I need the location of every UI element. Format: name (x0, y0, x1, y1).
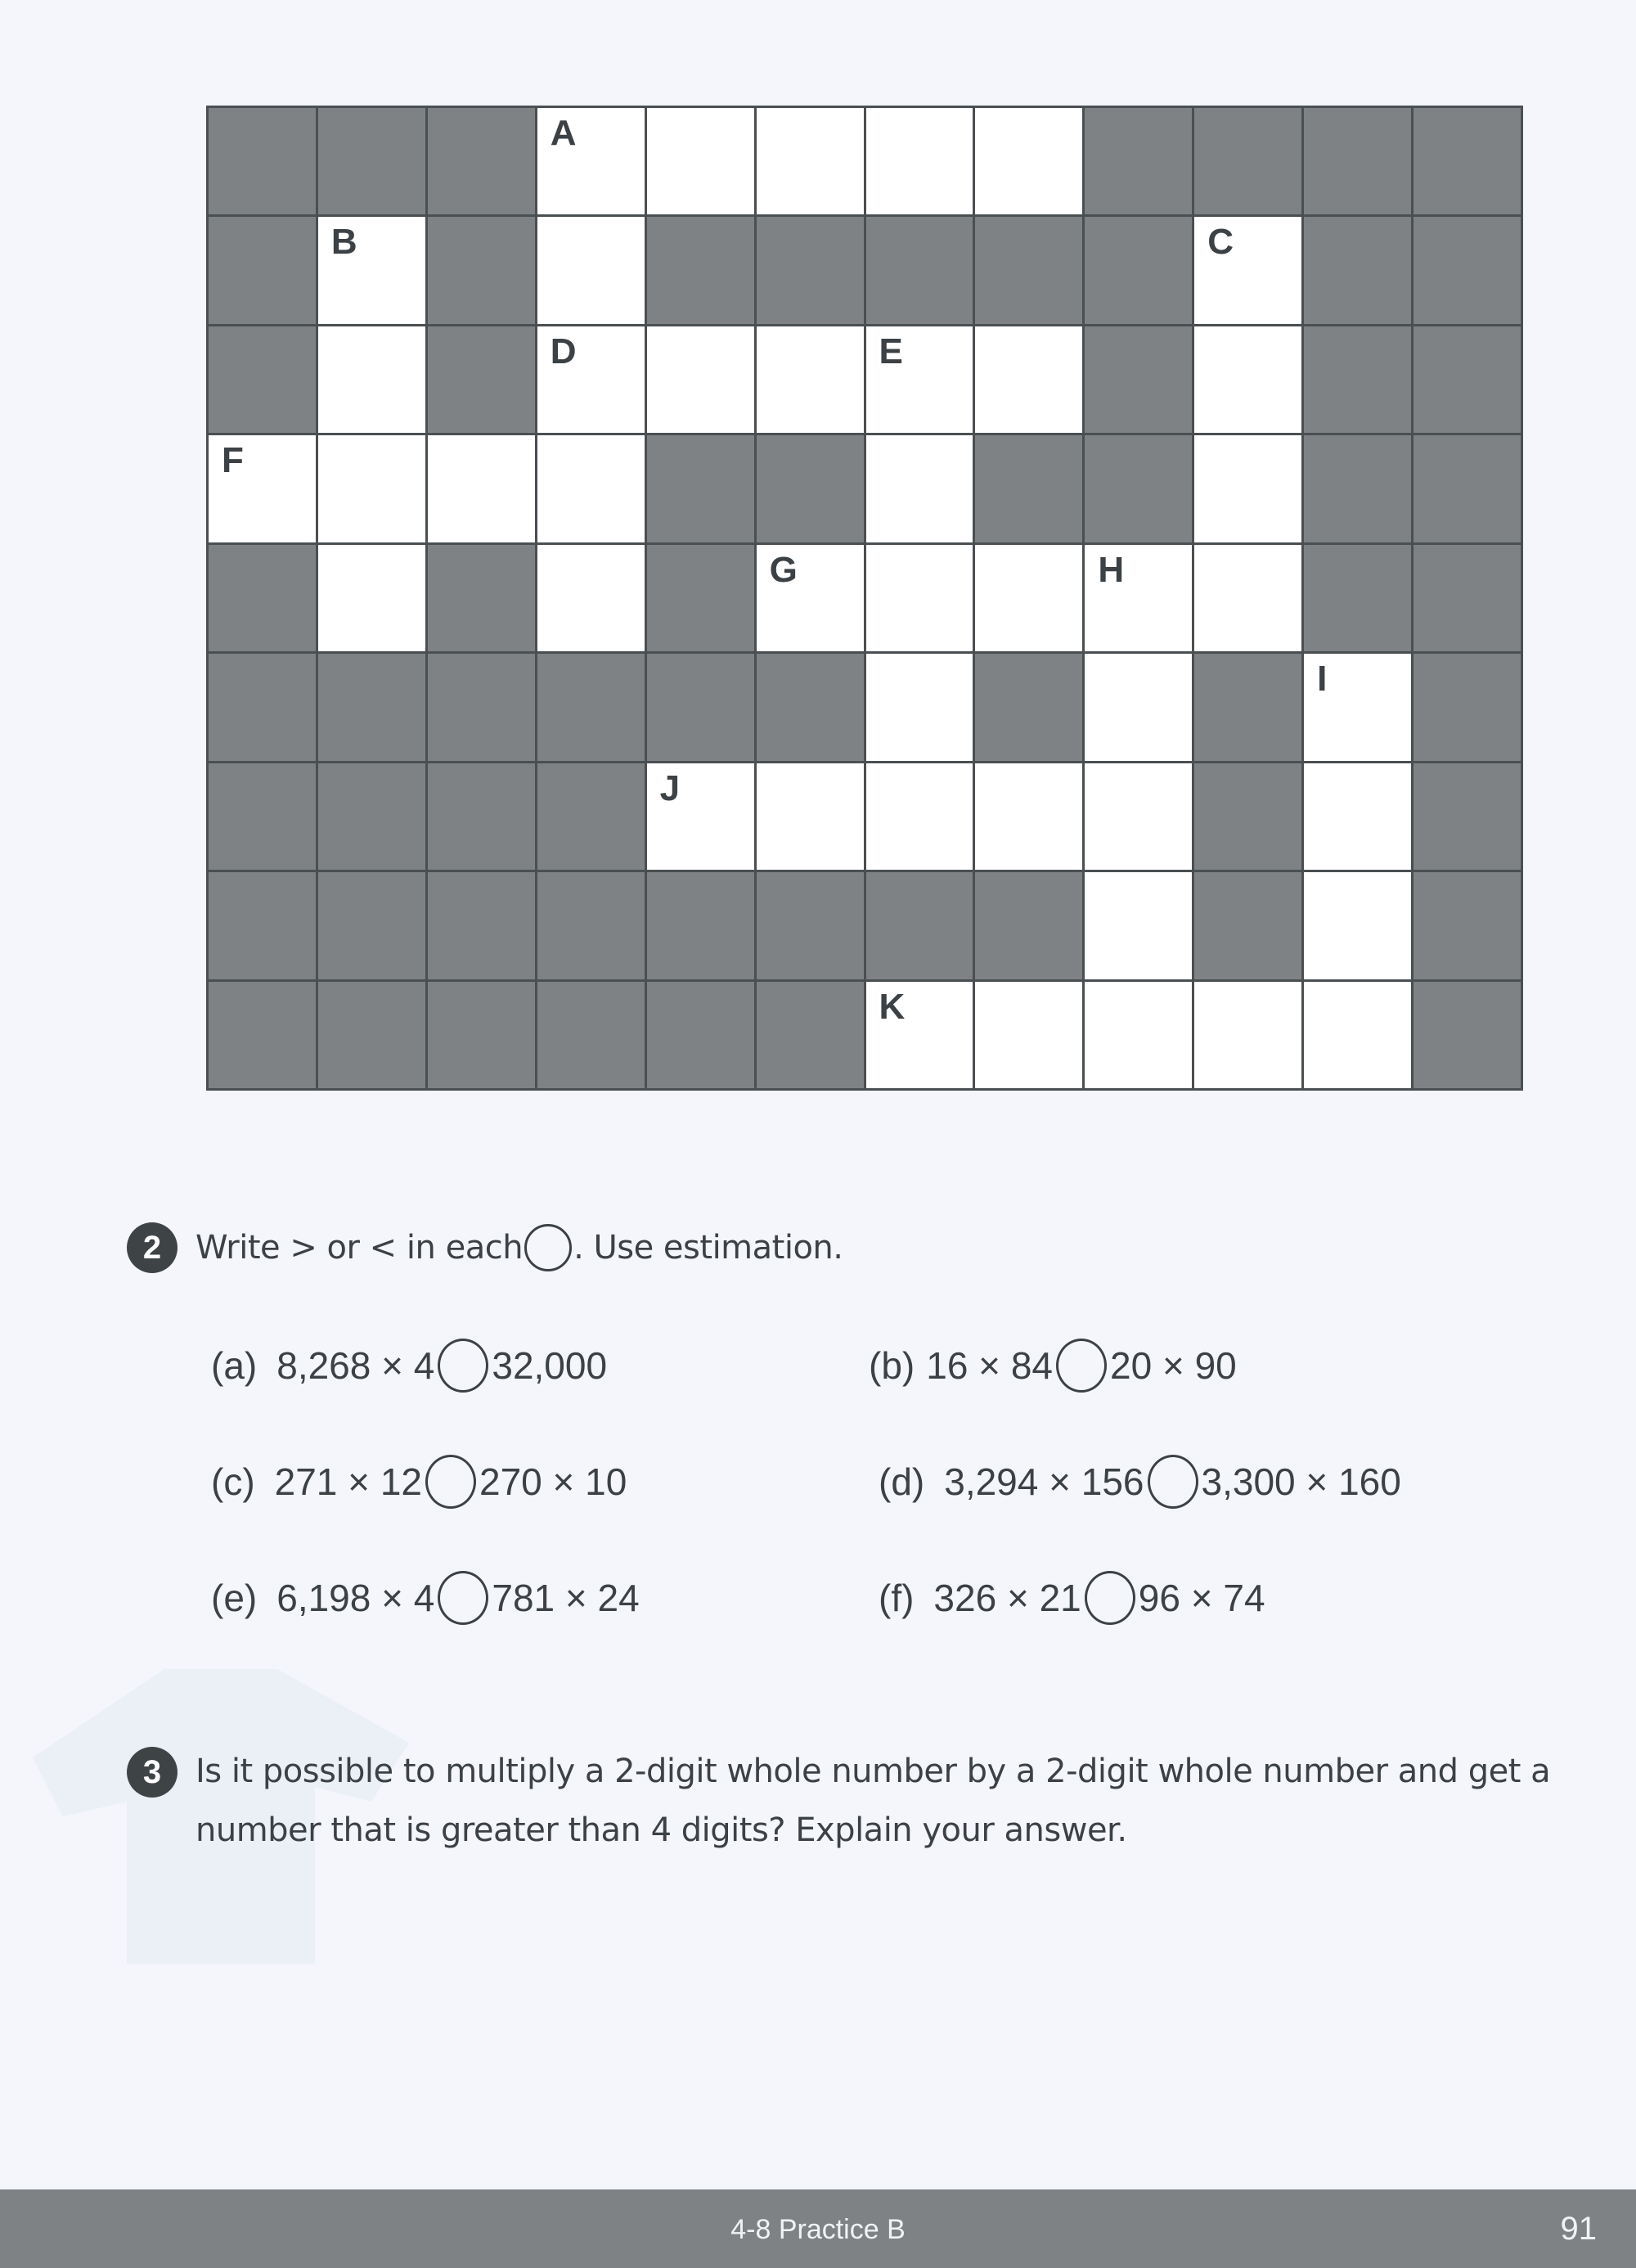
shaded-cell (1304, 545, 1411, 651)
clue-label: F (222, 440, 244, 481)
item-label: (c) (211, 1460, 255, 1503)
answer-cell[interactable] (1085, 763, 1192, 870)
answer-cell[interactable] (975, 982, 1082, 1088)
shaded-cell (1304, 435, 1411, 542)
question-3-text: Is it possible to multiply a 2-digit whole number by a 2-digit whole number and get a number that is greater than 4 digits? Explain your answer. (196, 1753, 1551, 1849)
answer-cell[interactable] (1304, 763, 1411, 870)
shaded-cell (975, 654, 1082, 760)
answer-cell[interactable] (866, 326, 973, 433)
answer-circle-b[interactable] (1056, 1339, 1107, 1393)
shaded-cell (209, 108, 316, 214)
shaded-cell (428, 982, 535, 1088)
answer-cell[interactable] (1304, 872, 1411, 979)
shaded-cell (428, 654, 535, 760)
item-label: (b) (869, 1344, 915, 1387)
answer-cell[interactable] (975, 545, 1082, 651)
answer-circle-a[interactable] (438, 1339, 488, 1393)
comparison-item-d (879, 1455, 1401, 1509)
shaded-cell (537, 982, 645, 1088)
answer-cell[interactable] (1194, 435, 1301, 542)
shaded-cell (537, 654, 645, 760)
shaded-cell (1414, 654, 1521, 760)
item-right-expression: 20 × 90 (1110, 1344, 1237, 1387)
shaded-cell (318, 982, 425, 1088)
shaded-cell (318, 763, 425, 870)
answer-cell[interactable] (647, 108, 754, 214)
shaded-cell (318, 654, 425, 760)
shaded-cell (975, 435, 1082, 542)
shaded-cell (1414, 435, 1521, 542)
answer-cell[interactable] (318, 217, 425, 323)
shaded-cell (866, 872, 973, 979)
shaded-cell (757, 217, 864, 323)
shaded-cell (428, 108, 535, 214)
shaded-cell (757, 654, 864, 760)
lesson-title: 4-8 Practice B (730, 2214, 906, 2245)
question-number-badge: 2 (127, 1222, 178, 1273)
answer-cell[interactable] (537, 435, 645, 542)
shaded-cell (1085, 326, 1192, 433)
shaded-cell (318, 872, 425, 979)
answer-cell[interactable] (537, 545, 645, 651)
item-left-expression: 6,198 × 4 (276, 1577, 435, 1619)
shaded-cell (318, 108, 425, 214)
question-number-badge: 3 (127, 1747, 178, 1798)
shaded-cell (428, 545, 535, 651)
shaded-cell (647, 654, 754, 760)
answer-cell[interactable] (1194, 217, 1301, 323)
shaded-cell (209, 763, 316, 870)
answer-cell[interactable] (975, 326, 1082, 433)
item-left-expression: 326 × 21 (933, 1577, 1081, 1619)
answer-cell[interactable] (1304, 982, 1411, 1088)
shaded-cell (428, 326, 535, 433)
item-right-expression: 96 × 74 (1138, 1577, 1265, 1619)
shaded-cell (975, 872, 1082, 979)
answer-cell[interactable] (647, 763, 754, 870)
shaded-cell (1414, 108, 1521, 214)
comparison-item-b (869, 1339, 1237, 1393)
item-right-expression: 781 × 24 (492, 1577, 640, 1619)
shaded-cell (1194, 872, 1301, 979)
shaded-cell (866, 217, 973, 323)
shaded-cell (647, 982, 754, 1088)
answer-cell[interactable] (866, 982, 973, 1088)
shaded-cell (428, 217, 535, 323)
answer-cell[interactable] (537, 108, 645, 214)
shaded-cell (428, 763, 535, 870)
shaded-cell (1085, 217, 1192, 323)
clue-label: J (659, 767, 681, 808)
item-label: (d) (879, 1460, 925, 1503)
question-2-text-before: Write > or < in each (196, 1229, 524, 1267)
answer-cell[interactable] (1085, 872, 1192, 979)
answer-cell[interactable] (318, 435, 425, 542)
item-label: (e) (211, 1577, 258, 1619)
shaded-cell (209, 545, 316, 651)
answer-circle-e[interactable] (438, 1571, 488, 1625)
shaded-cell (1304, 108, 1411, 214)
item-left-expression: 16 × 84 (926, 1344, 1053, 1387)
shaded-cell (1414, 872, 1521, 979)
answer-cell[interactable] (975, 763, 1082, 870)
clue-label: H (1098, 549, 1125, 590)
answer-cell[interactable] (757, 545, 864, 651)
answer-cell[interactable] (318, 545, 425, 651)
shaded-cell (647, 435, 754, 542)
shaded-cell (1414, 545, 1521, 651)
circle-symbol-icon (524, 1224, 572, 1271)
answer-circle-f[interactable] (1085, 1571, 1135, 1625)
shaded-cell (647, 872, 754, 979)
answer-cell[interactable] (647, 326, 754, 433)
shaded-cell (1414, 217, 1521, 323)
shaded-cell (209, 982, 316, 1088)
item-left-expression: 3,294 × 156 (944, 1460, 1144, 1503)
clue-label: A (550, 113, 577, 153)
clue-label: D (550, 331, 577, 371)
shaded-cell (1304, 326, 1411, 433)
cross-number-puzzle-grid (206, 106, 1523, 1091)
shaded-cell (537, 872, 645, 979)
clue-label: I (1317, 659, 1328, 700)
question-2-text-after: . Use estimation. (573, 1229, 843, 1267)
question-2-prompt (127, 1222, 843, 1273)
shaded-cell (1414, 982, 1521, 1088)
shaded-cell (757, 872, 864, 979)
answer-cell[interactable] (209, 435, 316, 542)
shaded-cell (537, 763, 645, 870)
shaded-cell (757, 435, 864, 542)
answer-cell[interactable] (757, 326, 864, 433)
shaded-cell (1414, 326, 1521, 433)
shaded-cell (209, 326, 316, 433)
shaded-cell (209, 654, 316, 760)
answer-cell[interactable] (866, 763, 973, 870)
comparison-item-a (211, 1339, 607, 1393)
page-footer (0, 2189, 1636, 2268)
item-left-expression: 8,268 × 4 (276, 1344, 435, 1387)
answer-cell[interactable] (1085, 545, 1192, 651)
shaded-cell (1194, 654, 1301, 760)
answer-cell[interactable] (866, 435, 973, 542)
question-3 (127, 1747, 1570, 1860)
answer-cell[interactable] (1085, 654, 1192, 760)
clue-label: E (879, 331, 903, 371)
shaded-cell (757, 982, 864, 1088)
answer-cell[interactable] (866, 654, 973, 760)
answer-cell[interactable] (975, 108, 1082, 214)
shaded-cell (647, 217, 754, 323)
answer-circle-c[interactable] (425, 1455, 476, 1509)
shaded-cell (1194, 763, 1301, 870)
page-number: 91 (1560, 2211, 1597, 2247)
comparison-item-c (211, 1455, 627, 1509)
answer-cell[interactable] (318, 326, 425, 433)
shaded-cell (1414, 763, 1521, 870)
shaded-cell (647, 545, 754, 651)
answer-cell[interactable] (428, 435, 535, 542)
answer-cell[interactable] (866, 108, 973, 214)
shaded-cell (1085, 435, 1192, 542)
item-right-expression: 3,300 × 160 (1201, 1460, 1401, 1503)
answer-cell[interactable] (1194, 326, 1301, 433)
shaded-cell (1304, 217, 1411, 323)
shaded-cell (209, 872, 316, 979)
shaded-cell (975, 217, 1082, 323)
item-right-expression: 270 × 10 (479, 1460, 627, 1503)
item-right-expression: 32,000 (492, 1344, 608, 1387)
shaded-cell (1194, 108, 1301, 214)
answer-circle-d[interactable] (1148, 1455, 1198, 1509)
shaded-cell (1085, 108, 1192, 214)
item-left-expression: 271 × 12 (274, 1460, 422, 1503)
comparison-item-f (879, 1571, 1265, 1625)
answer-cell[interactable] (537, 326, 645, 433)
clue-label: C (1207, 222, 1234, 263)
answer-cell[interactable] (1304, 654, 1411, 760)
answer-cell[interactable] (866, 545, 973, 651)
clue-label: G (769, 549, 798, 590)
shaded-cell (209, 217, 316, 323)
answer-cell[interactable] (757, 763, 864, 870)
answer-cell[interactable] (537, 217, 645, 323)
item-label: (f) (879, 1577, 915, 1619)
comparison-item-e (211, 1571, 640, 1625)
shaded-cell (428, 872, 535, 979)
answer-cell[interactable] (757, 108, 864, 214)
clue-label: K (879, 986, 906, 1027)
answer-cell[interactable] (1085, 982, 1192, 1088)
item-label: (a) (211, 1344, 258, 1387)
answer-cell[interactable] (1194, 982, 1301, 1088)
answer-cell[interactable] (1194, 545, 1301, 651)
clue-label: B (330, 222, 357, 263)
